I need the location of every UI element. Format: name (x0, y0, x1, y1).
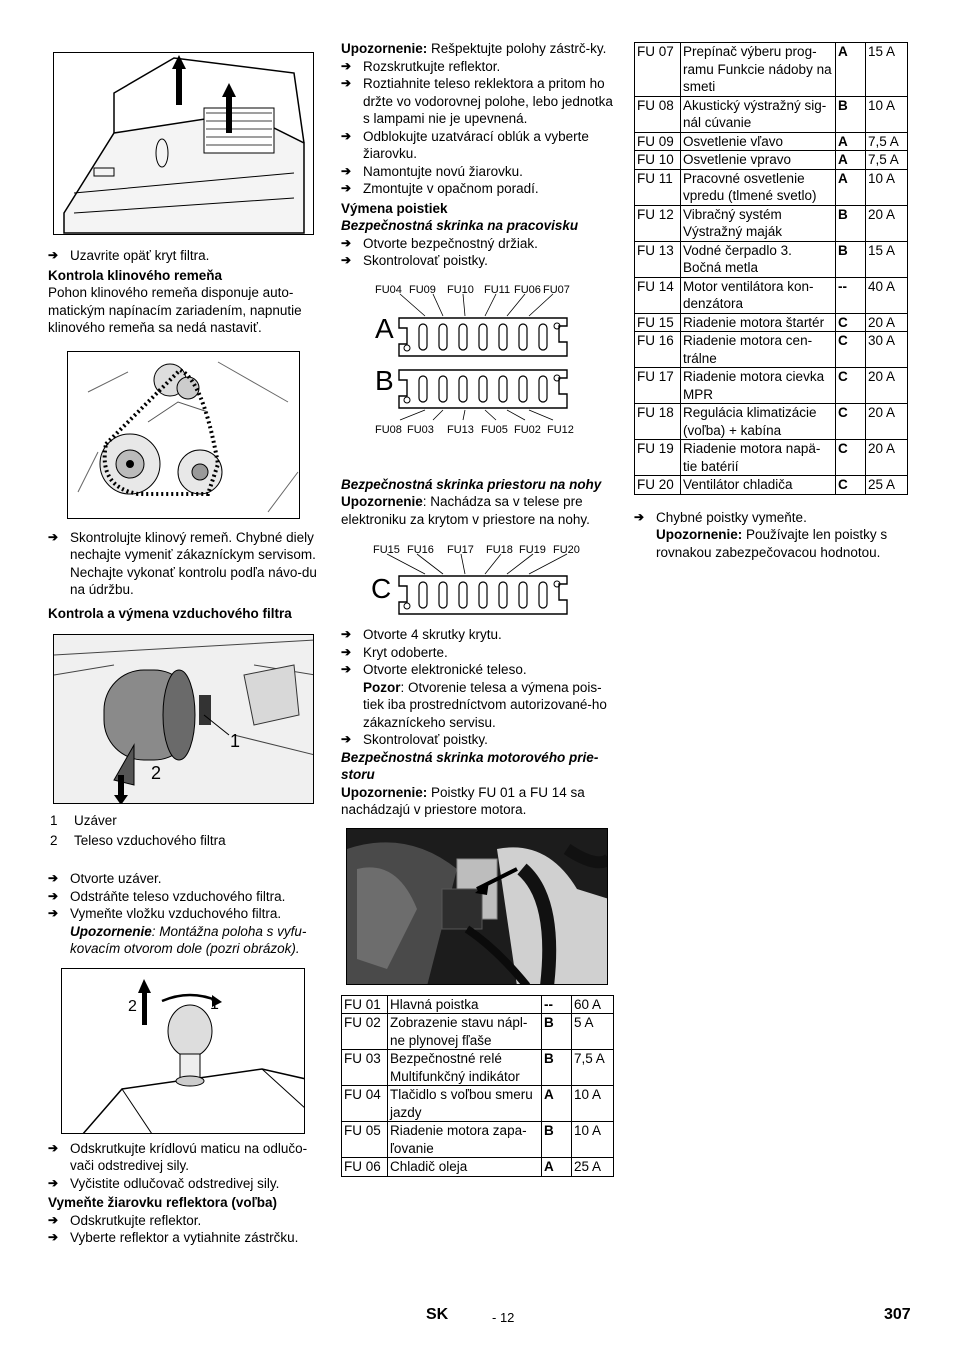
lamp2-step-2: ➔ Roztiahnite teleso reklektora a pritom ho držte vo vodorovnej polohe, lebo jednotka s lampami nie je upevnená. (341, 75, 614, 128)
air-filter-figure (53, 634, 314, 804)
box2-step-2: ➔ Kryt odoberte. (341, 644, 614, 662)
fuse-box-cell: C (836, 368, 866, 404)
fuse-id-cell: FU 18 (635, 404, 681, 440)
lamp-step-2: ➔ Vyberte reflektor a vytiahnite zástrčku. (48, 1229, 324, 1247)
fuse-row (342, 995, 614, 1014)
fuse-name-cell: Osvetlenie vľavo (681, 132, 836, 151)
fuse-box-cell: -- (836, 277, 866, 313)
belt-check-step: ➔ Skontrolujte klinový remeň. Chybné diely nechajte vymeniť zákazníckym servisom. (48, 529, 324, 564)
fuse-row (635, 332, 908, 368)
lamp2-step-5: ➔ Zmontujte v opačnom poradí. (341, 180, 614, 198)
fuse-name-cell: Ventilátor chladiča (681, 476, 836, 495)
fuse-box-cell: C (836, 313, 866, 332)
separator-figure (61, 968, 305, 1134)
fuse-box-cell: A (836, 169, 866, 205)
fuse-name-cell: Hlavná poistka (388, 995, 542, 1014)
fuse-id-cell: FU 16 (635, 332, 681, 368)
footer-local-page: - 12 (492, 1310, 515, 1325)
fuse-slot (519, 324, 527, 350)
fuse-slot (419, 324, 427, 350)
fuse-heading: Výmena poistiek (341, 200, 448, 216)
fuse-slot (479, 376, 487, 402)
fuse-slot (539, 376, 547, 402)
fuse-amp-cell: 20 A (866, 440, 908, 476)
fuse-box-cell: C (836, 332, 866, 368)
fuse-id-cell: FU 15 (635, 313, 681, 332)
fuse-slot (519, 582, 527, 608)
legend-item: 2 Teleso vzduchového filtra (50, 832, 226, 848)
air-filter-legend (48, 810, 228, 851)
air-step-2: ➔ Odstráňte teleso vzduchového filtra. (48, 888, 324, 906)
fuse-row (635, 440, 908, 476)
fuse-box-cell: C (836, 440, 866, 476)
fuse-amp-cell: 10 A (866, 169, 908, 205)
fuse-rating-note: Upozornenie: Používajte len poistky s rovnakou zabezpečovacou hodnotou. (656, 527, 888, 560)
legend-item: 1 Uzáver (50, 813, 117, 828)
fuse-amp-cell: 10 A (572, 1086, 614, 1122)
fuse-row (342, 1122, 614, 1158)
fuse-id-cell: FU 04 (342, 1086, 388, 1122)
box1-step-1: ➔ Otvorte bezpečnostný držiak. (341, 235, 614, 253)
fuse-box-cell: A (836, 151, 866, 170)
fuse-amp-cell: 15 A (866, 241, 908, 277)
fuse-id-cell: FU 13 (635, 241, 681, 277)
footer-language: SK (426, 1306, 449, 1323)
fuse-amp-cell: 7,5 A (866, 151, 908, 170)
fuse-name-cell: Riadenie motora štartér (681, 313, 836, 332)
box2-top-label: FU15 (373, 544, 400, 556)
fuse-row (635, 169, 908, 205)
fuse-slot (479, 582, 487, 608)
fuse-table-2 (634, 42, 908, 495)
fuse-row (635, 43, 908, 97)
fuse-amp-cell: 20 A (866, 205, 908, 241)
box3-note: Upozornenie: Poistky FU 01 a FU 14 sa nachádzajú v priestore motora. (341, 784, 585, 817)
box3-heading: Bezpečnostná skrinka motorového prie-storu (341, 749, 599, 782)
fuse-name-cell: Tlačidlo s voľbou smeru jazdy (388, 1086, 542, 1122)
engine-fuse-photo (346, 828, 608, 985)
fuse-name-cell: Vibračný systém Výstražný maják (681, 205, 836, 241)
fuse-slot (479, 324, 487, 350)
fuse-id-cell: FU 12 (635, 205, 681, 241)
fuse-id-cell: FU 05 (342, 1122, 388, 1158)
box1-top-label: FU11 (484, 283, 511, 296)
fuse-row (635, 132, 908, 151)
sep-step-2: ➔ Vyčistite odlučovač odstredivej sily. (48, 1175, 324, 1193)
air-fig-label-2: 2 (151, 763, 162, 783)
fuse-box-cell: B (836, 205, 866, 241)
box1-bottom-label: FU05 (481, 423, 508, 436)
box2-top-label: FU20 (553, 544, 580, 556)
sep-fig-label-1: 1 (210, 995, 219, 1013)
fuse-amp-cell: 25 A (572, 1158, 614, 1177)
fuse-name-cell: Regulácia klimatizácie (voľba) + kabína (681, 404, 836, 440)
air-fig-label-1: 1 (230, 731, 241, 751)
fuse-slot (459, 582, 467, 608)
box1-row-b-label: B (375, 364, 394, 396)
lamp2-step-3: ➔ Odblokujte uzatvárací oblúk a vyberte žiarovku. (341, 128, 614, 163)
fuse-id-cell: FU 03 (342, 1050, 388, 1086)
fuse-name-cell: Bezpečnostné relé Multifunkčný indikátor (388, 1050, 542, 1086)
fuse-amp-cell: 20 A (866, 368, 908, 404)
fuse-amp-cell: 7,5 A (572, 1050, 614, 1086)
box2-top-label: FU17 (447, 544, 474, 556)
filter-cover-figure (53, 52, 314, 235)
fuse-id-cell: FU 09 (635, 132, 681, 151)
box1-bottom-label: FU08 (375, 423, 402, 436)
box1-row-a-label: A (375, 312, 394, 344)
sep-step-1: ➔ Odskrutkujte krídlovú maticu na odlučo-vači odstredivej sily. (48, 1140, 324, 1175)
column-2 (341, 40, 614, 1177)
fuse-slot (499, 582, 507, 608)
fuse-box-cell: A (836, 43, 866, 97)
fuse-amp-cell: 10 A (866, 96, 908, 132)
fuse-slot (539, 582, 547, 608)
fuse-id-cell: FU 14 (635, 277, 681, 313)
plug-note: Upozornenie: Rešpektujte polohy zástrč-ky. (341, 41, 607, 56)
fuse-box-cell: B (836, 96, 866, 132)
box2-heading: Bezpečnostná skrinka priestoru na nohy (341, 476, 602, 492)
fuse-slot (459, 324, 467, 350)
box2-row-c-label: C (371, 573, 392, 604)
box2-top-label: FU19 (519, 544, 546, 556)
fuse-id-cell: FU 20 (635, 476, 681, 495)
box2-top-label: FU18 (486, 544, 513, 556)
air-mounting-note: Upozornenie: Montážna poloha s vyfu-kovacím otvorom dole (pozri obrázok). (70, 923, 307, 956)
fuse-amp-cell: 60 A (572, 995, 614, 1014)
fuse-id-cell: FU 17 (635, 368, 681, 404)
fuse-box-cell: A (542, 1158, 572, 1177)
belt-text: Pohon klinového remeňa disponuje auto-matickým napínacím zariadením, napnutie klinového remeňa sa nedá nastaviť. (48, 285, 302, 335)
fuse-id-cell: FU 01 (342, 995, 388, 1014)
fuse-name-cell: Vodné čerpadlo 3. Bočná metla (681, 241, 836, 277)
box1-bottom-label: FU02 (514, 423, 541, 436)
fuse-name-cell: Riadenie motora zapa-ľovanie (388, 1122, 542, 1158)
fuse-box-cell: A (542, 1086, 572, 1122)
fuse-name-cell: Pracovné osvetlenie vpredu (tlmené svetlo) (681, 169, 836, 205)
sep-fig-label-2: 2 (128, 997, 137, 1015)
fuse-name-cell: Riadenie motora napä-tie batérií (681, 440, 836, 476)
box2-step-check: ➔ Skontrolovať poistky. (341, 731, 614, 749)
fuse-id-cell: FU 06 (342, 1158, 388, 1177)
column-1 (48, 52, 324, 1247)
fuse-slot (419, 376, 427, 402)
box1-top-label: FU09 (409, 283, 436, 296)
fuse-name-cell: Prepínač výberu prog-ramu Funkcie nádoby na smeti (681, 43, 836, 97)
fuse-box-cell: B (542, 1122, 572, 1158)
fuse-box-cell: A (836, 132, 866, 151)
box2-step-1: ➔ Otvorte 4 skrutky krytu. (341, 626, 614, 644)
box1-top-label: FU07 (543, 283, 570, 296)
fuse-slot (539, 324, 547, 350)
fuse-box-cell: B (542, 1014, 572, 1050)
fuse-amp-cell: 5 A (572, 1014, 614, 1050)
fuse-name-cell: Osvetlenie vpravo (681, 151, 836, 170)
fuse-slot (439, 582, 447, 608)
fuse-slot (459, 376, 467, 402)
box1-bottom-label: FU13 (447, 423, 474, 436)
fuse-row (342, 1086, 614, 1122)
fuse-box-ab-diagram (341, 282, 614, 464)
fuse-row (342, 1050, 614, 1086)
belt-heading: Kontrola klinového remeňa (48, 267, 223, 283)
fuse-amp-cell: 40 A (866, 277, 908, 313)
fuse-row (635, 241, 908, 277)
fuse-row (342, 1014, 614, 1050)
fuse-row (635, 368, 908, 404)
belt-figure (67, 351, 300, 519)
lamp2-step-4: ➔ Namontujte novú žiarovku. (341, 163, 614, 181)
fuse-slot (439, 324, 447, 350)
replace-fuses-step: ➔ Chybné poistky vymeňte. (634, 509, 908, 527)
fuse-name-cell: Riadenie motora cievka MPR (681, 368, 836, 404)
box1-top-label: FU04 (375, 283, 402, 296)
fuse-name-cell: Riadenie motora cen-trálne (681, 332, 836, 368)
box1-top-label: FU06 (514, 283, 541, 296)
fuse-slot (439, 376, 447, 402)
fuse-id-cell: FU 19 (635, 440, 681, 476)
box1-step-2: ➔ Skontrolovať poistky. (341, 252, 614, 270)
air-step-1: ➔ Otvorte uzáver. (48, 870, 324, 888)
fuse-amp-cell: 20 A (866, 313, 908, 332)
fuse-id-cell: FU 02 (342, 1014, 388, 1050)
box1-top-label: FU10 (447, 283, 474, 296)
fuse-amp-cell: 30 A (866, 332, 908, 368)
fuse-slot (419, 582, 427, 608)
fuse-amp-cell: 15 A (866, 43, 908, 97)
fuse-name-cell: Akustický výstražný sig-nál cúvanie (681, 96, 836, 132)
fuse-name-cell: Zobrazenie stavu nápl-ne plynovej fľaše (388, 1014, 542, 1050)
fuse-amp-cell: 10 A (572, 1122, 614, 1158)
fuse-box-c-diagram (341, 542, 614, 622)
air-step-3: ➔ Vymeňte vložku vzduchového filtra. (48, 905, 324, 923)
box1-heading: Bezpečnostná skrinka na pracovisku (341, 218, 579, 233)
fuse-name-cell: Chladič oleja (388, 1158, 542, 1177)
fuse-row (635, 277, 908, 313)
box1-bottom-label: FU03 (407, 423, 434, 436)
fuse-amp-cell: 25 A (866, 476, 908, 495)
fuse-row (635, 476, 908, 495)
lamp-heading: Vymeňte žiarovku reflektora (voľba) (48, 1195, 278, 1210)
caution-note: Pozor: Otvorenie telesa a výmena pois-tiek iba prostredníctvom autorizované-ho zákazníckeho servisu. (363, 679, 607, 730)
fuse-row (635, 404, 908, 440)
fuse-name-cell: Motor ventilátora kon-denzátora (681, 277, 836, 313)
fuse-row (635, 151, 908, 170)
column-3 (634, 42, 908, 561)
box1-bottom-label: FU12 (547, 423, 574, 436)
step-close-filter: ➔ Uzavrite opäť kryt filtra. (48, 247, 324, 265)
fuse-box-cell: B (542, 1050, 572, 1086)
fuse-row (635, 205, 908, 241)
fuse-box-cell: B (836, 241, 866, 277)
fuse-row (635, 96, 908, 132)
fuse-row (635, 313, 908, 332)
footer-page-number: 307 (884, 1306, 911, 1323)
lamp2-step-1: ➔ Rozskrutkujte reflektor. (341, 58, 614, 76)
fuse-row (342, 1158, 614, 1177)
fuse-box-cell: C (836, 404, 866, 440)
fuse-id-cell: FU 10 (635, 151, 681, 170)
lamp-step-1: ➔ Odskrutkujte reflektor. (48, 1212, 324, 1230)
belt-maintenance-note: Nechajte vykonať kontrolu podľa návo-du na údržbu. (70, 564, 317, 597)
fuse-amp-cell: 20 A (866, 404, 908, 440)
fuse-box-cell: -- (542, 995, 572, 1014)
box2-step-3: ➔ Otvorte elektronické teleso. (341, 661, 614, 679)
fuse-slot (499, 376, 507, 402)
fuse-amp-cell: 7,5 A (866, 132, 908, 151)
fuse-id-cell: FU 07 (635, 43, 681, 97)
box2-note: Upozornenie: Nachádza sa v telese pre elektroniku za krytom v priestore na nohy. (341, 494, 590, 527)
fuse-slot (519, 376, 527, 402)
fuse-box-cell: C (836, 476, 866, 495)
fuse-table-1 (341, 995, 614, 1177)
box2-top-label: FU16 (407, 544, 434, 556)
air-filter-heading: Kontrola a výmena vzduchového filtra (48, 605, 292, 621)
fuse-id-cell: FU 11 (635, 169, 681, 205)
fuse-id-cell: FU 08 (635, 96, 681, 132)
fuse-slot (499, 324, 507, 350)
